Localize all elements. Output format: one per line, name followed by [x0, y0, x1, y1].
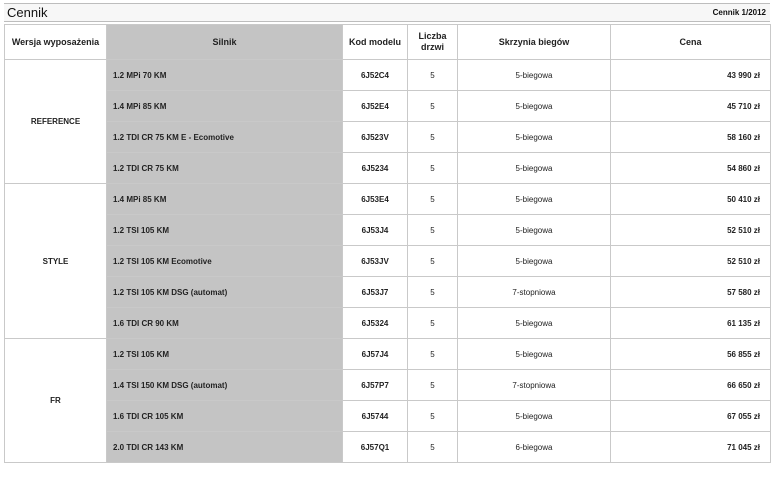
- gearbox-cell: 5-biegowa: [458, 122, 611, 153]
- column-header-engine: Silnik: [107, 25, 343, 60]
- engine-cell: 1.6 TDI CR 90 KM: [107, 308, 343, 339]
- table-row: [5, 60, 771, 91]
- column-header-doors: [408, 25, 458, 60]
- gearbox-cell: 6-biegowa: [458, 432, 611, 463]
- price-cell: 67 055 zł: [611, 401, 771, 432]
- model-code-cell: 6J53J7: [343, 277, 408, 308]
- price-cell: 45 710 zł: [611, 91, 771, 122]
- price-cell: 54 860 zł: [611, 153, 771, 184]
- engine-cell: 1.2 TSI 105 KM: [107, 339, 343, 370]
- engine-cell: 1.4 MPi 85 KM: [107, 184, 343, 215]
- model-code-cell: 6J52E4: [343, 91, 408, 122]
- doors-cell: 5: [408, 308, 458, 339]
- engine-cell: 1.2 TSI 105 KM: [107, 215, 343, 246]
- table-row: [5, 401, 771, 432]
- model-code-cell: 6J57J4: [343, 339, 408, 370]
- table-row: [5, 246, 771, 277]
- model-code-cell: 6J53E4: [343, 184, 408, 215]
- price-table: [4, 24, 771, 463]
- table-body: [5, 60, 771, 463]
- gearbox-cell: 5-biegowa: [458, 401, 611, 432]
- model-code-cell: 6J5324: [343, 308, 408, 339]
- table-row: [5, 91, 771, 122]
- price-cell: 52 510 zł: [611, 215, 771, 246]
- model-code-cell: 6J57Q1: [343, 432, 408, 463]
- engine-cell: 1.2 TDI CR 75 KM E - Ecomotive: [107, 122, 343, 153]
- table-row: [5, 277, 771, 308]
- gearbox-cell: 5-biegowa: [458, 339, 611, 370]
- variant-cell: STYLE: [5, 184, 107, 339]
- variant-cell: FR: [5, 339, 107, 463]
- gearbox-cell: 5-biegowa: [458, 215, 611, 246]
- price-list-code: Cennik 1/2012: [712, 8, 766, 17]
- gearbox-cell: 5-biegowa: [458, 184, 611, 215]
- header-bar: [4, 3, 770, 22]
- gearbox-cell: 7-stopniowa: [458, 370, 611, 401]
- doors-cell: 5: [408, 215, 458, 246]
- engine-cell: 1.2 TDI CR 75 KM: [107, 153, 343, 184]
- price-cell: 57 580 zł: [611, 277, 771, 308]
- engine-cell: 1.6 TDI CR 105 KM: [107, 401, 343, 432]
- price-cell: 43 990 zł: [611, 60, 771, 91]
- table-header-row: [5, 25, 771, 60]
- model-code-cell: 6J52C4: [343, 60, 408, 91]
- doors-cell: 5: [408, 401, 458, 432]
- price-cell: 50 410 zł: [611, 184, 771, 215]
- doors-cell: 5: [408, 277, 458, 308]
- table-row: [5, 432, 771, 463]
- engine-cell: 1.4 TSI 150 KM DSG (automat): [107, 370, 343, 401]
- model-code-cell: 6J5234: [343, 153, 408, 184]
- doors-cell: 5: [408, 91, 458, 122]
- price-cell: 56 855 zł: [611, 339, 771, 370]
- doors-cell: 5: [408, 122, 458, 153]
- column-header-gearbox: Skrzynia biegów: [458, 25, 611, 60]
- column-header-variant: Wersja wyposażenia: [5, 25, 107, 60]
- doors-cell: 5: [408, 246, 458, 277]
- gearbox-cell: 5-biegowa: [458, 308, 611, 339]
- model-code-cell: 6J57P7: [343, 370, 408, 401]
- engine-cell: 1.2 MPi 70 KM: [107, 60, 343, 91]
- engine-cell: 1.2 TSI 105 KM Ecomotive: [107, 246, 343, 277]
- price-cell: 66 650 zł: [611, 370, 771, 401]
- price-cell: 71 045 zł: [611, 432, 771, 463]
- gearbox-cell: 7-stopniowa: [458, 277, 611, 308]
- column-header-price: Cena: [611, 25, 771, 60]
- table-row: [5, 308, 771, 339]
- column-header-doors-line1: Liczba: [418, 31, 447, 41]
- gearbox-cell: 5-biegowa: [458, 246, 611, 277]
- gearbox-cell: 5-biegowa: [458, 91, 611, 122]
- doors-cell: 5: [408, 370, 458, 401]
- engine-cell: 2.0 TDI CR 143 KM: [107, 432, 343, 463]
- price-cell: 58 160 zł: [611, 122, 771, 153]
- doors-cell: 5: [408, 432, 458, 463]
- table-row: [5, 215, 771, 246]
- column-header-doors-line2: drzwi: [420, 42, 444, 52]
- table-row: [5, 153, 771, 184]
- model-code-cell: 6J53J4: [343, 215, 408, 246]
- price-cell: 61 135 zł: [611, 308, 771, 339]
- table-row: [5, 184, 771, 215]
- variant-cell: REFERENCE: [5, 60, 107, 184]
- doors-cell: 5: [408, 184, 458, 215]
- price-cell: 52 510 zł: [611, 246, 771, 277]
- model-code-cell: 6J5744: [343, 401, 408, 432]
- column-header-model-code: Kod modelu: [343, 25, 408, 60]
- model-code-cell: 6J53JV: [343, 246, 408, 277]
- doors-cell: 5: [408, 339, 458, 370]
- gearbox-cell: 5-biegowa: [458, 153, 611, 184]
- doors-cell: 5: [408, 153, 458, 184]
- doors-cell: 5: [408, 60, 458, 91]
- table-row: [5, 339, 771, 370]
- model-code-cell: 6J523V: [343, 122, 408, 153]
- engine-cell: 1.2 TSI 105 KM DSG (automat): [107, 277, 343, 308]
- page-title: Cennik: [7, 5, 48, 20]
- engine-cell: 1.4 MPi 85 KM: [107, 91, 343, 122]
- table-row: [5, 370, 771, 401]
- table-row: [5, 122, 771, 153]
- gearbox-cell: 5-biegowa: [458, 60, 611, 91]
